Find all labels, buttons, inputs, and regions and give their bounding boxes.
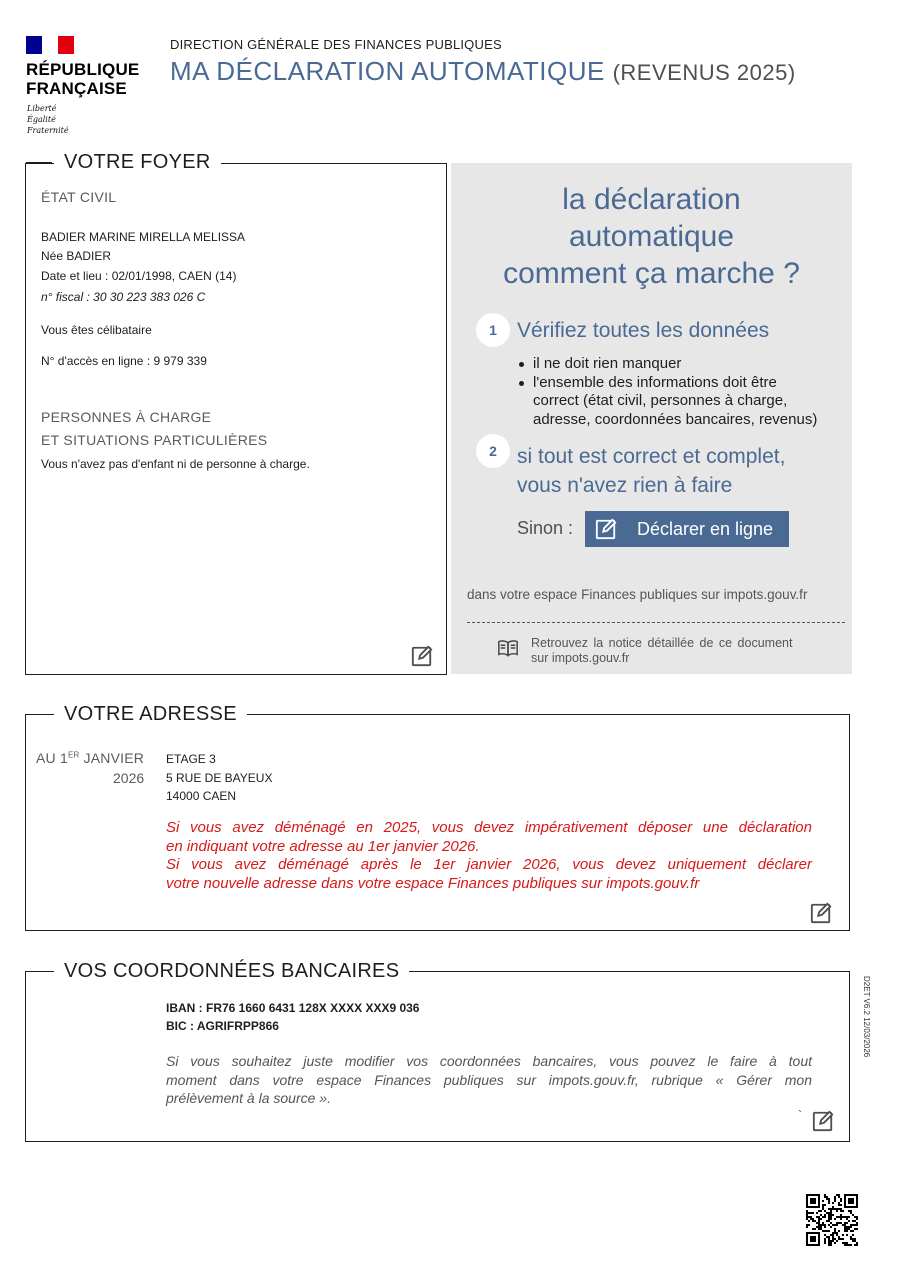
step-2-text [517, 442, 785, 500]
step-1-bullets [517, 355, 852, 429]
tick-mark: ` [798, 1108, 802, 1122]
panel-title-line-2: automatique [568, 220, 735, 253]
notice-line-2: sur impots.gouv.fr [531, 651, 630, 665]
step-2-line-1: si tout est correct et complet, [517, 445, 786, 468]
online-access-number: N° d'accès en ligne : 9 979 339 [41, 354, 207, 368]
charge-text: Vous n'avez pas d'enfant ni de personne à charge. [41, 457, 310, 471]
charge-label-1: PERSONNES À CHARGE [41, 409, 212, 425]
french-flag-logo [26, 36, 74, 54]
address-date-label [36, 750, 144, 766]
bullet-2-line-3: adresse, coordonnées bancaires, revenus) [533, 410, 818, 428]
foyer-title: VOTRE FOYER [54, 150, 221, 174]
address-date-year: 2026 [113, 770, 145, 786]
taxpayer-name: BADIER MARINE MIRELLA MELISSA [41, 230, 246, 244]
etat-civil-label: ÉTAT CIVIL [41, 189, 117, 205]
fiscal-number: n° fiscal : 30 30 223 383 026 C [41, 290, 206, 304]
document-version-code: D2ET V6.2 12/03/2026 [862, 976, 871, 1058]
step-2-badge: 2 [476, 434, 510, 468]
declare-online-button[interactable] [585, 511, 789, 547]
book-icon [497, 637, 519, 664]
republic-line-2: FRANÇAISE [26, 79, 127, 98]
adresse-title: VOTRE ADRESSE [54, 702, 247, 726]
motto-egalite: Égalité [27, 115, 56, 124]
panel-title [451, 181, 852, 292]
panel-title-line-3: comment ça marche ? [503, 257, 800, 290]
republic-line-1: RÉPUBLIQUE [26, 60, 140, 79]
motto-fraternite: Fraternité [27, 126, 69, 135]
edit-foyer-icon[interactable] [411, 645, 433, 672]
bullet-2-line-2: correct (état civil, personnes à charge, [533, 392, 788, 409]
address-date-au: AU 1 [36, 750, 68, 766]
warning-1-line-2: en indiquant votre adresse au 1er janvier 2026. [166, 837, 480, 855]
dashed-divider [467, 622, 845, 623]
motto-liberte: Liberté [27, 104, 57, 113]
address-line-1: ETAGE 3 [166, 752, 216, 766]
bank-info-line-1: Si vous souhaitez juste modifier vos coordonnées bancaires, vous pouvez le faire à tout [166, 1053, 812, 1069]
warning-1-line-1: Si vous avez déménagé en 2025, vous devez impérativement déposer une déclaration [166, 819, 812, 836]
step-1-text: Vérifiez toutes les données [517, 319, 770, 342]
address-line-2: 5 RUE DE BAYEUX [166, 771, 273, 785]
marital-status: Vous êtes célibataire [41, 323, 152, 337]
bank-info-text [166, 1052, 812, 1108]
bank-info-line-3: prélèvement à la source ». [166, 1090, 331, 1106]
notice-line-1: Retrouvez la notice détaillée de ce document [531, 636, 793, 650]
page-title-year: (REVENUS 2025) [612, 60, 796, 85]
espace-text: dans votre espace Finances publiques sur impots.gouv.fr [467, 587, 808, 602]
qr-code [806, 1194, 858, 1251]
step-1-badge: 1 [476, 313, 510, 347]
bullet-1: il ne doit rien manquer [517, 355, 852, 374]
address-date-er: ER [67, 750, 80, 760]
warning-2-line-1: Si vous avez déménagé après le 1er janvier 2026, vous devez uniquement déclarer [166, 856, 812, 873]
warning-2-line-2: votre nouvelle adresse dans votre espace Finances publiques sur impots.gouv.fr [166, 874, 700, 892]
bank-info-line-2: moment dans votre espace Finances publiques sur impots.gouv.fr, rubrique « Gérer mon [166, 1071, 812, 1088]
address-date-month: JANVIER [79, 750, 145, 766]
notice-text [531, 636, 792, 666]
edit-adresse-icon[interactable] [810, 902, 832, 929]
birth-name: Née BADIER [41, 249, 112, 263]
panel-title-line-1: la déclaration [562, 183, 741, 216]
address-line-3: 14000 CAEN [166, 789, 237, 803]
banque-title: VOS COORDONNÉES BANCAIRES [54, 959, 409, 983]
dgfip-label: DIRECTION GÉNÉRALE DES FINANCES PUBLIQUES [170, 37, 502, 52]
declare-online-label: Déclarer en ligne [637, 518, 774, 539]
iban: IBAN : FR76 1660 6431 128X XXXX XXX9 036 [166, 1001, 420, 1015]
sinon-label: Sinon : [517, 518, 574, 538]
moving-warning [166, 819, 812, 893]
birth-info: Date et lieu : 02/01/1998, CAEN (14) [41, 269, 237, 283]
bullet-2-line-1: l'ensemble des informations doit être [517, 374, 852, 393]
bic: BIC : AGRIFRPP866 [166, 1019, 279, 1033]
step-2-line-2: vous n'avez rien à faire [517, 474, 733, 497]
edit-banque-icon[interactable] [812, 1110, 834, 1137]
page-title-main: MA DÉCLARATION AUTOMATIQUE [170, 56, 605, 86]
charge-label-2: ET SITUATIONS PARTICULIÈRES [41, 432, 268, 448]
page-title [170, 56, 796, 87]
edit-icon [595, 518, 617, 540]
